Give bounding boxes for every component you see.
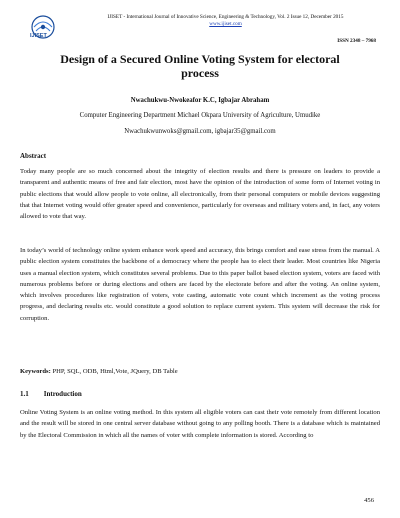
section-title: Introduction: [43, 390, 82, 398]
journal-url-link[interactable]: www.ijiset.com: [209, 21, 242, 27]
keywords-list: PHP, SQL, ODB, Html,Vote, JQuery, DB Table: [52, 368, 178, 375]
journal-header: IJISET - International Journal of Innovative Science, Engineering & Technology, Vol. 2 Issue 12, December 2015: [107, 14, 344, 20]
abstract-paragraph-1: Today many people are so much concerned about the integrity of election results and there is pressure on leaders to provide a transparent and authentic means of free and fair election, most have the opinion of the introduction of some form of Internet voting in public elections that would allow people to vote online, all electronically, from their personal computers or mobile devices suggesting that that Internet voting would offer greater speed and convenience, particularly for overseas and military voters and, in fact, any voters allowed to vote that way.: [20, 168, 380, 221]
paper-authors: Nwachukwu-Nwokeafor K.C, Igbajar Abraham: [130, 97, 270, 104]
keywords-label: Keywords:: [20, 368, 51, 375]
author-emails: Nwachukwunwoks@gmail.com, igbajar35@gmail.com: [124, 128, 276, 135]
paper-title: Design of a Secured Online Voting System for electoral process: [60, 52, 340, 80]
abstract-heading: Abstract: [20, 152, 47, 160]
page-number: 456: [364, 497, 374, 504]
author-affiliation: Computer Engineering Department Michael Okpara University of Agriculture, Umudike: [79, 112, 321, 119]
issn-label: ISSN 2348 – 7968: [337, 38, 376, 44]
intro-paragraph-1: Online Voting System is an online voting method. In this system all eligible voters can cast their vote remotely from different location and the result will be stored in one central server database without going to any polling booth. There is a database which is maintained by the Electoral Commission in which all the names of voter with complete information is stored. According to: [20, 409, 380, 439]
section-heading: [20, 390, 82, 398]
keywords-line: [20, 368, 380, 375]
logo-text: IJISET: [30, 33, 47, 39]
abstract-paragraph-2: In today’s world of technology online system enhance work speed and accuracy, this brings comfort and ease stress from the manual. A public election system constitutes the backbone of a democracy where the people has to elect their leader. Most countries like Nigeria uses a manual election system, which constitutes several problems. Due to this paper ballot based election system, voters are faced with numerous problems before or during elections and others are faced by the electorate before and after the voting. An online system, which involves procedures like registration of voters, vote casting, automatic vote count which increment as the voting process progress, and declaring results etc. would constitute a good solution to replace current system. This system will decrease the risk for corruption.: [20, 247, 380, 322]
section-number: 1.1: [20, 390, 29, 398]
journal-logo-icon: [28, 14, 58, 44]
